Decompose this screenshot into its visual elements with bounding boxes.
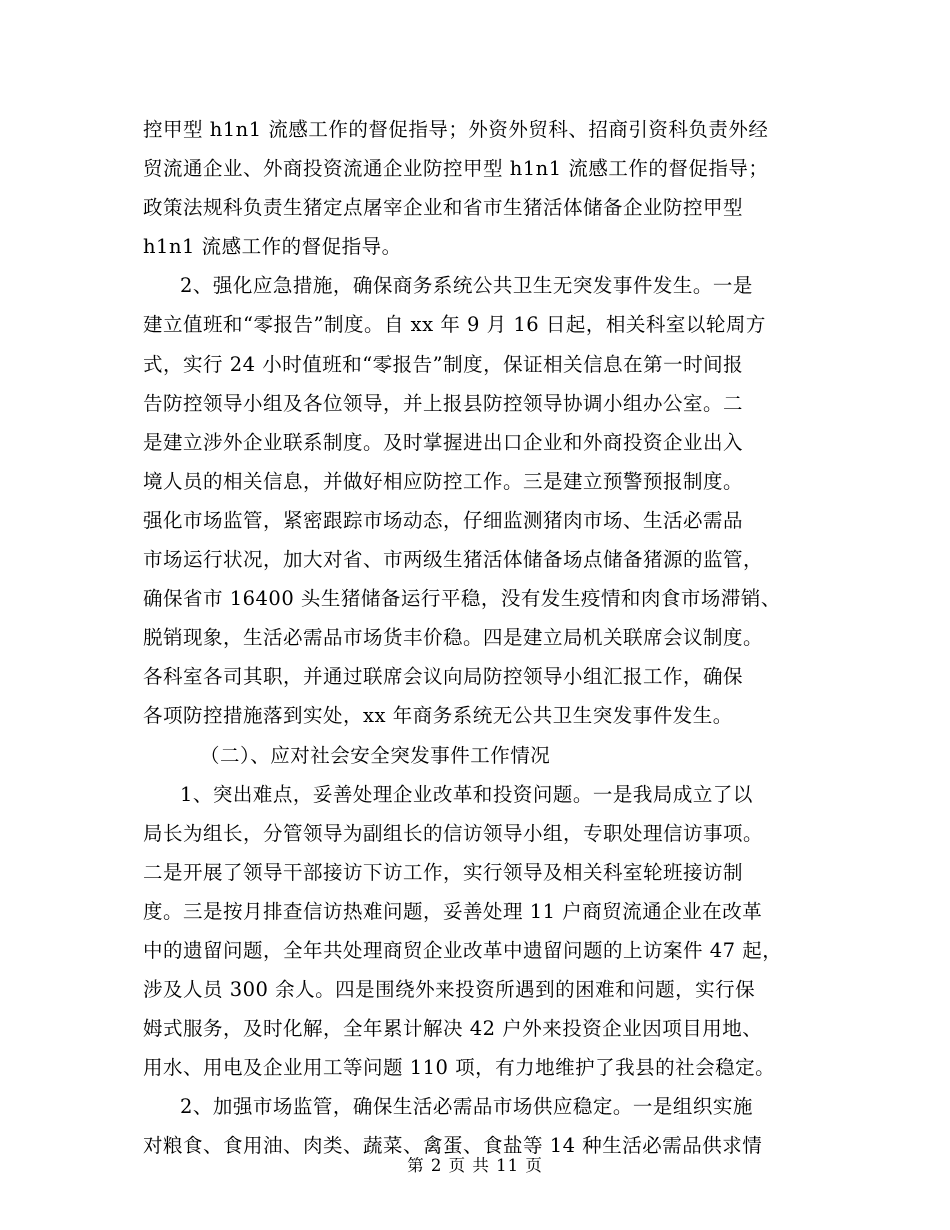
text-line: 建立值班和“零报告”制度。自 xx 年 9 月 16 日起，相关科室以轮周方 bbox=[143, 313, 766, 337]
text-line: 涉及人员 300 余人。四是围绕外来投资所遇到的困难和问题，实行保 bbox=[143, 978, 756, 1002]
text-line: 境人员的相关信息，并做好相应防控工作。三是建立预警预报制度。 bbox=[143, 469, 744, 493]
text-line: 控甲型 h1n1 流感工作的督促指导；外资外贸科、招商引资科负责外经 bbox=[143, 118, 769, 141]
text-line: 度。三是按月排查信访热难问题，妥善处理 11 户商贸流通企业在改革 bbox=[143, 899, 763, 923]
paragraph-first-line: 2、加强市场监管，确保生活必需品市场供应稳定。一是组织实施 bbox=[180, 1095, 753, 1119]
section-heading: （二）、应对社会安全突发事件工作情况 bbox=[200, 743, 551, 767]
text-line: 政策法规科负责生猪定点屠宰企业和省市生猪活体储备企业防控甲型 bbox=[143, 196, 744, 220]
paragraph-first-line: 2、强化应急措施，确保商务系统公共卫生无突发事件发生。一是 bbox=[180, 274, 753, 298]
text-line: 各项防控措施落到实处，xx 年商务系统无公共卫生突发事件发生。 bbox=[143, 704, 733, 728]
text-line: 二是开展了领导干部接访下访工作，实行领导及相关科室轮班接访制 bbox=[143, 860, 744, 884]
text-line: 告防控领导小组及各位领导，并上报县防控领导协调小组办公室。二 bbox=[143, 391, 744, 415]
text-line: 贸流通企业、外商投资流通企业防控甲型 h1n1 流感工作的督促指导； bbox=[143, 157, 769, 181]
page-number-footer: 第 2 页 共 11 页 bbox=[407, 1156, 543, 1175]
text-line: 是建立涉外企业联系制度。及时掌握进出口企业和外商投资企业出入 bbox=[143, 430, 744, 454]
text-line: 式，实行 24 小时值班和“零报告”制度，保证相关信息在第一时间报 bbox=[143, 352, 744, 376]
text-line: 中的遗留问题，全年共处理商贸企业改革中遗留问题的上访案件 47 起， bbox=[143, 938, 783, 962]
text-line: 用水、用电及企业用工等问题 110 项，有力地维护了我县的社会稳定。 bbox=[143, 1056, 776, 1080]
text-line: 各科室各司其职，并通过联席会议向局防控领导小组汇报工作，确保 bbox=[143, 665, 744, 689]
text-line: h1n1 流感工作的督促指导。 bbox=[143, 235, 402, 259]
body-text bbox=[143, 110, 808, 1166]
text-line: 姆式服务，及时化解，全年累计解决 42 户外来投资企业因项目用地、 bbox=[143, 1017, 763, 1041]
text-line: 局长为组长，分管领导为副组长的信访领导小组，专职处理信访事项。 bbox=[143, 821, 764, 845]
paragraph-first-line: 1、突出难点，妥善处理企业改革和投资问题。一是我局成立了以 bbox=[180, 782, 753, 806]
text-line: 确保省市 16400 头生猪储备运行平稳，没有发生疫情和肉食市场滞销、 bbox=[143, 587, 781, 611]
text-line: 对粮食、食用油、肉类、蔬菜、禽蛋、食盐等 14 种生活必需品供求情 bbox=[143, 1134, 763, 1158]
text-line: 强化市场监管，紧密跟踪市场动态，仔细监测猪肉市场、生活必需品 bbox=[143, 508, 744, 532]
text-line: 脱销现象，生活必需品市场货丰价稳。四是建立局机关联席会议制度。 bbox=[143, 626, 764, 650]
text-line: 市场运行状况，加大对省、市两级生猪活体储备场点储备猪源的监管， bbox=[143, 548, 764, 572]
